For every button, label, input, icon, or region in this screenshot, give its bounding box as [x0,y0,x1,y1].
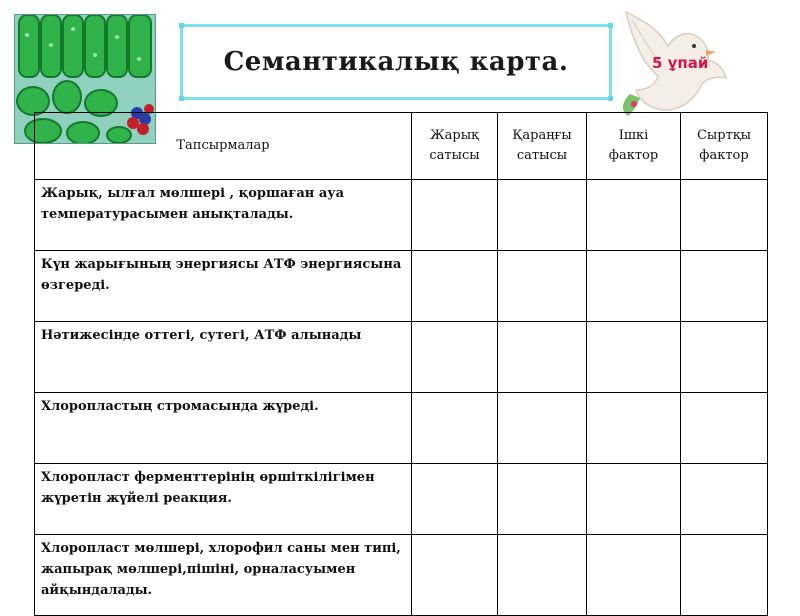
task-cell: Хлоропласт ферменттерінің өршіткілігімен жүретін жүйелі реакция. [35,464,412,535]
answer-cell[interactable] [681,251,768,322]
answer-cell[interactable] [498,464,587,535]
answer-cell[interactable] [412,322,498,393]
answer-cell[interactable] [681,180,768,251]
task-cell: Күн жарығының энергиясы АТФ энергиясына өзгереді. [35,251,412,322]
points-badge: 5 ұпай [652,54,709,72]
header-label: Сыртқы фактор [696,127,752,163]
task-cell: Хлоропласт мөлшері, хлорофил саны мен типі, жапырақ мөлшері,пішіні, орналасуымен айқындалады. [35,535,412,616]
semantic-map-table [34,112,768,616]
answer-cell[interactable] [498,322,587,393]
answer-cell[interactable] [498,393,587,464]
answer-cell[interactable] [498,180,587,251]
header-tasks [35,113,412,180]
answer-cell[interactable] [498,535,587,616]
table-header-row [35,113,768,180]
answer-cell[interactable] [681,393,768,464]
answer-cell[interactable] [412,535,498,616]
header-label: Жарық сатысы [429,127,480,163]
table-row [35,251,768,322]
header-label: Тапсырмалар [176,137,270,153]
answer-cell[interactable] [587,322,681,393]
task-cell: Нәтижесінде оттегі, сутегі, АТФ алынады [35,322,412,393]
answer-cell[interactable] [681,322,768,393]
header-dark-stage [498,113,587,180]
slide-title: Семантикалық карта. [223,47,569,77]
answer-cell[interactable] [587,393,681,464]
answer-cell[interactable] [587,180,681,251]
table-row [35,180,768,251]
header-external-factor [681,113,768,180]
answer-cell[interactable] [587,251,681,322]
answer-cell[interactable] [412,251,498,322]
answer-cell[interactable] [681,464,768,535]
table-row [35,464,768,535]
header-internal-factor [587,113,681,180]
task-cell: Жарық, ылғал мөлшері , қоршаған ауа температурасымен анықталады. [35,180,412,251]
header-label: Қараңғы сатысы [512,127,572,163]
table-row [35,322,768,393]
task-cell: Хлоропластың стромасында жүреді. [35,393,412,464]
table-row [35,393,768,464]
title-box [180,24,612,100]
answer-cell[interactable] [412,464,498,535]
answer-cell[interactable] [498,251,587,322]
header-label: Ішкі фактор [608,127,659,163]
answer-cell[interactable] [412,180,498,251]
header-light-stage [412,113,498,180]
table-row [35,535,768,616]
answer-cell[interactable] [681,535,768,616]
answer-cell[interactable] [412,393,498,464]
answer-cell[interactable] [587,464,681,535]
answer-cell[interactable] [587,535,681,616]
